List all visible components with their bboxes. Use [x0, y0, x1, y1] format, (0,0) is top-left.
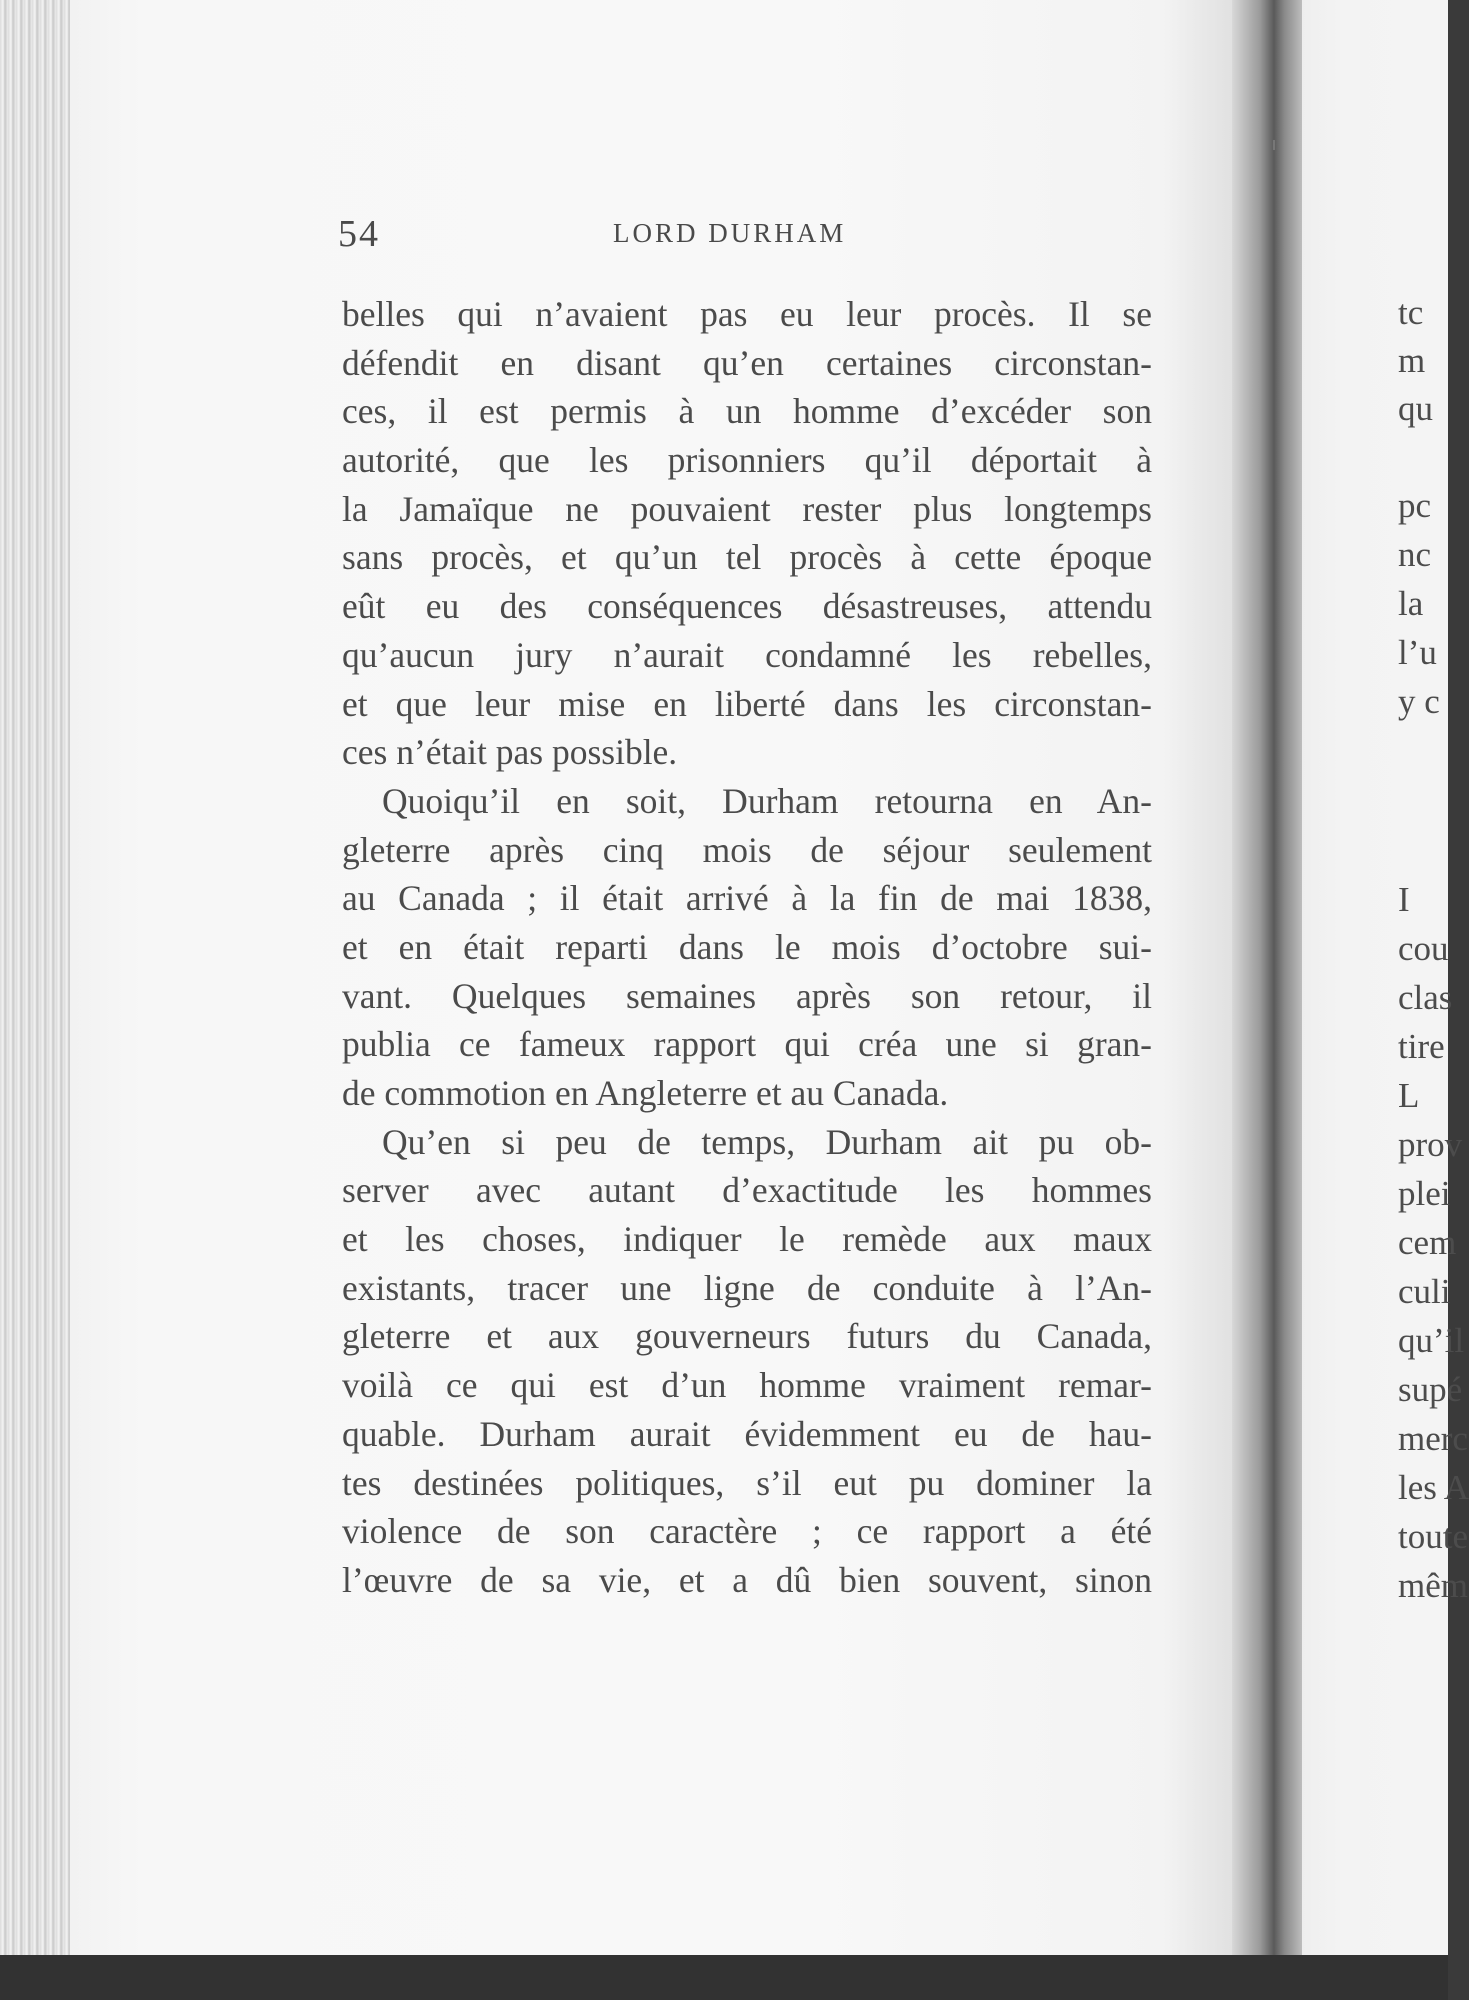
text-line: de commotion en Angleterre et au Canada. [342, 1073, 949, 1113]
text-line: quable. Durham aurait évidemment eu de hau- [342, 1413, 1152, 1454]
text-line: vant. Quelques semaines après son retour, il [342, 975, 1152, 1016]
text-line: publia ce fameux rapport qui créa une si gran- [342, 1024, 1152, 1065]
facing-page-fragment: nc [1398, 535, 1432, 574]
text-line: gleterre après cinq mois de séjour seulement [342, 829, 1152, 870]
text-line: voilà ce qui est d’un homme vraiment remar- [342, 1365, 1152, 1406]
text-line: ces, il est permis à un homme d’excéder son [342, 391, 1152, 432]
text-line: qu’aucun jury n’aurait condamné les rebelles, [342, 634, 1152, 675]
facing-page-fragment: la [1398, 584, 1424, 623]
paragraph [342, 777, 1152, 1118]
text-line: au Canada ; il était arrivé à la fin de mai 1838, [342, 878, 1152, 919]
facing-page-fragment: y c [1398, 682, 1440, 721]
facing-page-fragment: mêm [1398, 1566, 1468, 1605]
facing-page-fragment: tire [1398, 1027, 1445, 1066]
paragraph [342, 1118, 1152, 1605]
text-line: eût eu des conséquences désastreuses, attendu [342, 586, 1152, 627]
body-text [342, 290, 1152, 1605]
facing-page-fragment: culi [1398, 1272, 1451, 1311]
facing-page-fragment: cou [1398, 929, 1449, 968]
facing-page-fragment: pc [1398, 486, 1432, 525]
text-line: gleterre et aux gouverneurs futurs du Canada, [342, 1316, 1152, 1357]
text-line: ces n’était pas possible. [342, 732, 678, 773]
text-line: Quoiqu’il en soit, Durham retourna en An- [382, 780, 1152, 821]
text-line: autorité, que les prisonniers qu’il déportait à [342, 440, 1152, 481]
text-line: l’œuvre de sa vie, et a dû bien souvent, sinon [342, 1559, 1152, 1600]
facing-page-fragment: toute [1398, 1517, 1468, 1556]
running-title: LORD DURHAM [613, 218, 847, 248]
scan-bottom-edge [0, 1955, 1448, 2000]
text-line: Qu’en si peu de temps, Durham ait pu ob- [382, 1121, 1152, 1162]
page-mark [1273, 140, 1275, 150]
facing-page-fragment: clas [1398, 978, 1453, 1017]
text-line: tes destinées politiques, s’il eut pu dominer la [342, 1462, 1152, 1503]
book-gutter [1232, 0, 1302, 1960]
facing-page-fragment: merc [1398, 1419, 1468, 1458]
facing-page-fragment: qu [1398, 389, 1433, 428]
facing-page-fragment: L [1398, 1076, 1420, 1115]
facing-page-fragment: m [1398, 341, 1426, 380]
facing-page-fragment: les A [1398, 1468, 1469, 1507]
running-head [338, 212, 1158, 262]
text-line: violence de son caractère ; ce rapport a été [342, 1511, 1152, 1552]
facing-page-fragment: prov [1398, 1125, 1463, 1164]
text-line: et que leur mise en liberté dans les circonstan- [342, 683, 1152, 724]
text-line: et en était reparti dans le mois d’octobre sui- [342, 926, 1152, 967]
paragraph [342, 290, 1152, 777]
text-line: belles qui n’avaient pas eu leur procès. Il se [342, 294, 1152, 334]
facing-page-fragment: cem [1398, 1223, 1457, 1262]
facing-page-fragment: plei [1398, 1174, 1451, 1213]
facing-page-fragment: l’u [1398, 633, 1437, 672]
text-line: défendit en disant qu’en certaines circonstan- [342, 342, 1152, 383]
facing-page-fragment: I [1398, 880, 1410, 919]
facing-page-fragment: tc [1398, 293, 1424, 332]
text-line: server avec autant d’exactitude les hommes [342, 1170, 1152, 1211]
text-line: existants, tracer une ligne de conduite à l’An- [342, 1267, 1152, 1308]
text-line: sans procès, et qu’un tel procès à cette époque [342, 537, 1152, 578]
facing-page-fragment: supé [1398, 1370, 1463, 1409]
text-line: et les choses, indiquer le remède aux maux [342, 1219, 1152, 1260]
facing-page-fragment: qu’il [1398, 1321, 1465, 1360]
text-line: la Jamaïque ne pouvaient rester plus longtemps [342, 488, 1152, 529]
page-number: 54 [338, 213, 380, 255]
